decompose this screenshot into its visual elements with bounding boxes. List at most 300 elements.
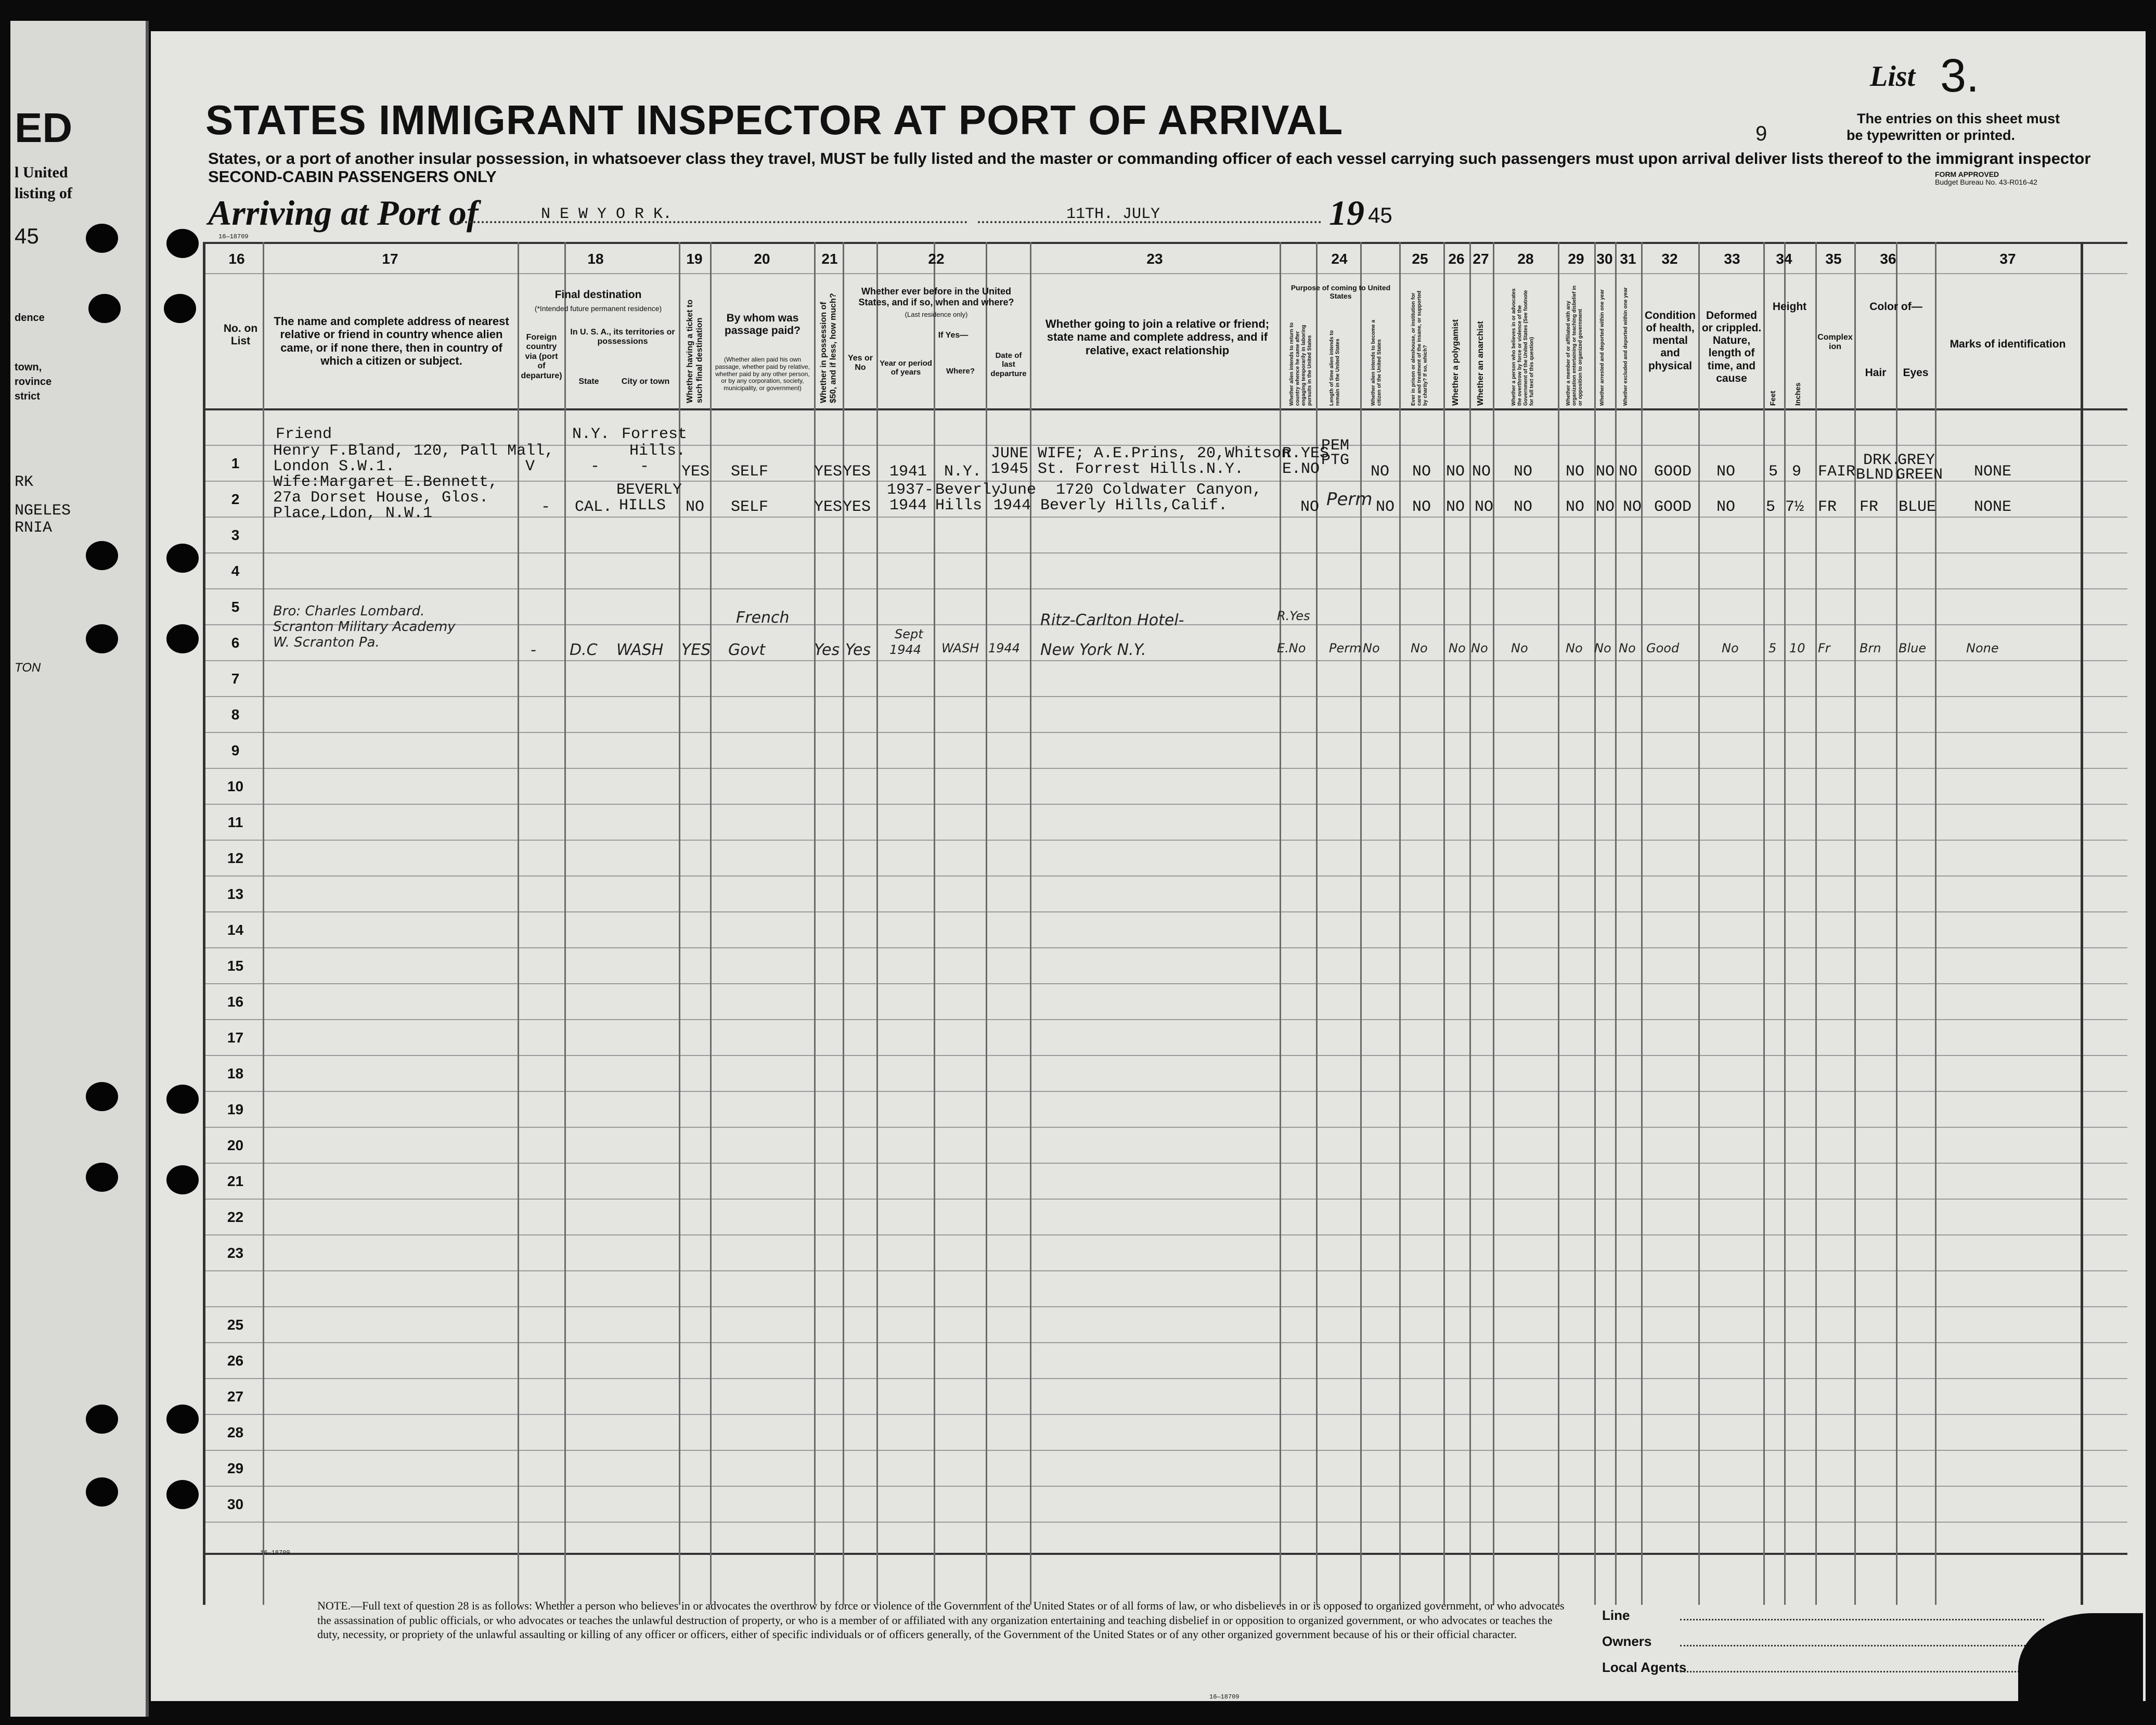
strip-entry-1: RK bbox=[15, 473, 34, 491]
budget-bureau: Budget Bureau No. 43-R016-42 bbox=[1935, 178, 2037, 186]
r6-deformed: No bbox=[1722, 641, 1739, 655]
strip-entry-2: NGELES bbox=[15, 502, 71, 520]
header-polygamist: Whether a polygamist bbox=[1451, 319, 1460, 406]
col-divider bbox=[710, 242, 712, 1605]
punch-hole bbox=[86, 1477, 118, 1507]
row-number: 8 bbox=[231, 706, 240, 723]
header-purpose: Purpose of coming to United States bbox=[1290, 284, 1391, 301]
r2-state: CAL. bbox=[575, 498, 613, 516]
r2-relative-line-1: Wife:Margaret E.Bennett, bbox=[273, 473, 498, 491]
col-divider bbox=[1443, 242, 1445, 1605]
r1-health: GOOD bbox=[1654, 463, 1692, 481]
r2-date-line-1: June bbox=[999, 481, 1037, 499]
r1-feet: 5 bbox=[1768, 463, 1778, 481]
r2-purpose: NO bbox=[1300, 498, 1320, 516]
r6-citizen: No bbox=[1363, 641, 1380, 655]
header-bottom-border bbox=[203, 408, 2127, 410]
col-divider bbox=[1615, 242, 1617, 1605]
r6-c27: No bbox=[1471, 641, 1488, 655]
previous-page-strip bbox=[10, 21, 149, 1717]
r2-hair: FR bbox=[1860, 498, 1879, 516]
r6-complexion: Fr bbox=[1818, 641, 1830, 655]
r6-joining-line-2: New York N.Y. bbox=[1040, 641, 1146, 659]
colnum-21: 21 bbox=[821, 251, 838, 267]
r2-c28: NO bbox=[1514, 498, 1533, 516]
r2-paid-by: SELF bbox=[731, 498, 769, 516]
col-divider bbox=[843, 242, 844, 1605]
colnum-28: 28 bbox=[1517, 251, 1534, 267]
row-line bbox=[203, 804, 2127, 805]
page-mark: 9 bbox=[1755, 122, 1767, 145]
table-bottom-border bbox=[203, 1553, 2127, 1555]
r6-c25: No bbox=[1411, 641, 1428, 655]
r1-city-line-1: Forrest bbox=[622, 426, 688, 443]
row-number: 11 bbox=[227, 814, 243, 830]
header-usa: In U. S. A., its territories or possessions bbox=[570, 328, 675, 346]
r6-years-line-1: Sept bbox=[895, 627, 923, 641]
header-last-departure: Date of last departure bbox=[990, 351, 1027, 378]
r1-state-dash: - bbox=[590, 458, 600, 475]
col-divider bbox=[1763, 242, 1765, 1605]
r1-years: 1941 bbox=[889, 463, 927, 481]
r1-fifty: YES bbox=[814, 463, 843, 481]
r1-c26: NO bbox=[1446, 463, 1465, 481]
local-agents-field bbox=[1680, 1671, 2044, 1672]
punch-hole bbox=[166, 544, 199, 573]
r1-c28: NO bbox=[1514, 463, 1533, 481]
header-color: Color of— bbox=[1869, 301, 1922, 313]
r1-relative-line-1: Henry F.Bland, 120, Pall Mall, bbox=[273, 442, 554, 460]
r6-purpose-line-1: R.Yes bbox=[1277, 609, 1310, 623]
header-city: City or town bbox=[621, 377, 670, 386]
r1-relative-line-2: London S.W.1. bbox=[273, 458, 395, 475]
r1-length-line-2: PTG bbox=[1321, 452, 1350, 469]
row-line bbox=[203, 768, 2127, 769]
header-final-destination-sub: (*Intended future permanent residence) bbox=[534, 304, 662, 313]
r1-c31: NO bbox=[1619, 463, 1638, 481]
r2-c31: NO bbox=[1623, 498, 1642, 516]
row-line bbox=[203, 1306, 2127, 1307]
header-yes-no: Yes or No bbox=[847, 354, 873, 372]
r2-health: GOOD bbox=[1654, 498, 1692, 516]
strip-header: ED bbox=[15, 105, 73, 151]
header-final-destination: Final destination bbox=[554, 289, 642, 301]
r6-state: D.C bbox=[570, 641, 598, 659]
punch-hole bbox=[166, 1085, 199, 1114]
row-number: 3 bbox=[231, 527, 240, 543]
colnum-22: 22 bbox=[928, 251, 945, 267]
row-line bbox=[203, 1270, 2127, 1271]
row-number: 2 bbox=[231, 491, 240, 507]
row-line bbox=[203, 1163, 2127, 1164]
strip-entry-4: TON bbox=[15, 661, 41, 675]
r2-deformed: NO bbox=[1716, 498, 1736, 516]
r2-c26: NO bbox=[1446, 498, 1465, 516]
row-line bbox=[203, 1450, 2127, 1451]
col-divider bbox=[1815, 242, 1817, 1605]
punch-hole bbox=[86, 1082, 118, 1111]
row-line bbox=[203, 1522, 2127, 1523]
col-divider bbox=[1558, 242, 1559, 1605]
r2-city-line-1: BEVERLY bbox=[616, 481, 682, 499]
r2-relative-line-3: Place,Ldon, N.W.1 bbox=[273, 505, 433, 522]
entries-note-1: The entries on this sheet must bbox=[1857, 111, 2060, 126]
r2-complexion: FR bbox=[1818, 498, 1837, 516]
form-approved: FORM APPROVED bbox=[1935, 170, 1999, 178]
punch-hole bbox=[166, 624, 199, 653]
row-number: 27 bbox=[227, 1388, 244, 1405]
r6-c30: No bbox=[1594, 641, 1611, 655]
row-line bbox=[203, 911, 2127, 912]
r2-ticket: NO bbox=[686, 498, 705, 516]
colnum-36: 36 bbox=[1880, 251, 1896, 267]
r6-hair: Brn bbox=[1860, 641, 1881, 655]
r6-years-line-2: 1944 bbox=[889, 642, 922, 657]
r2-inches: 7½ bbox=[1785, 498, 1804, 516]
r2-where-line-2: Hills bbox=[935, 497, 983, 514]
strip-entry-3: RNIA bbox=[15, 519, 53, 537]
arrival-date: 11TH. JULY bbox=[1066, 205, 1160, 223]
strip-col-line-1: town, bbox=[15, 362, 42, 373]
r2-c27: NO bbox=[1475, 498, 1494, 516]
colnum-30: 30 bbox=[1596, 251, 1613, 267]
colnum-25: 25 bbox=[1412, 251, 1428, 267]
punch-hole bbox=[86, 624, 118, 653]
r1-hair-line-1: DRK. bbox=[1863, 452, 1901, 469]
row-number: 28 bbox=[227, 1424, 244, 1440]
r1-purpose-line-2: E.NO bbox=[1282, 460, 1320, 478]
r6-paid-by-line-1: French bbox=[736, 609, 790, 627]
punch-hole bbox=[88, 294, 121, 323]
form-code-note: 16—18709 bbox=[1209, 1693, 1240, 1701]
row-line bbox=[203, 1486, 2127, 1487]
row-line bbox=[203, 517, 2127, 518]
header-year-period: Year or period of years bbox=[880, 359, 932, 377]
instructions-line-1: States, or a port of another insular possession, in whatsoever class they travel, MUST be fully listed and the master or commanding officer of each vessel carrying such passengers must upon arrival deliver lists thereof to the immigrant inspector bbox=[208, 149, 2091, 168]
row-number: 20 bbox=[227, 1137, 244, 1153]
r2-relative-line-2: 27a Dorset House, Glos. bbox=[273, 489, 489, 507]
row-number: 19 bbox=[227, 1101, 244, 1117]
r2-length: Perm bbox=[1326, 489, 1373, 510]
header-state: State bbox=[578, 377, 599, 386]
r1-c27: NO bbox=[1472, 463, 1491, 481]
r2-feet: 5 bbox=[1766, 498, 1776, 516]
row-number: 12 bbox=[227, 850, 244, 866]
col-divider bbox=[1698, 242, 1700, 1605]
line-field bbox=[1680, 1619, 2044, 1620]
header-hair: Hair bbox=[1865, 367, 1887, 379]
header-where: Where? bbox=[946, 367, 975, 376]
r1-deformed: NO bbox=[1716, 463, 1736, 481]
r2-citizen: NO bbox=[1376, 498, 1395, 516]
colnum-19: 19 bbox=[686, 251, 703, 267]
strip-line-1: l United bbox=[15, 164, 68, 181]
r6-c29: No bbox=[1566, 641, 1583, 655]
r1-city-line-2: Hills. bbox=[629, 442, 686, 460]
col-divider bbox=[934, 242, 935, 1605]
col-divider bbox=[814, 242, 816, 1605]
col-divider bbox=[1784, 242, 1786, 1605]
row-number: 10 bbox=[227, 778, 244, 794]
header-excluded: Whether excluded and deported within one year bbox=[1623, 287, 1629, 406]
col-divider bbox=[1469, 242, 1471, 1605]
header-deformed: Deformed or crippled. Nature, length of time, and cause bbox=[1701, 310, 1762, 384]
col-divider bbox=[1493, 242, 1494, 1605]
row-line bbox=[203, 732, 2127, 733]
punch-hole bbox=[86, 1163, 118, 1192]
colnum-27: 27 bbox=[1473, 251, 1489, 267]
header-member-org: Whether a member of or affiliated with any organization entertaining or teaching disbelief in or opposition to organized government bbox=[1566, 285, 1583, 406]
r2-date-line-2: 1944 bbox=[993, 497, 1031, 514]
r1-length-line-1: PEM bbox=[1321, 437, 1350, 455]
r2-before: YES bbox=[843, 498, 871, 516]
r1-citizen: NO bbox=[1371, 463, 1390, 481]
r6-before: Yes bbox=[845, 641, 871, 659]
row-number: 15 bbox=[227, 958, 244, 974]
header-foreign-country: Foreign country via (port of departure) bbox=[521, 333, 562, 380]
colnum-33: 33 bbox=[1724, 251, 1740, 267]
r1-purpose-line-1: R.YES bbox=[1282, 445, 1329, 462]
col-divider bbox=[263, 242, 264, 1605]
r2-joining-line-2: Beverly Hills,Calif. bbox=[1040, 497, 1228, 514]
r6-date: 1944 bbox=[988, 641, 1021, 655]
row-number: 17 bbox=[227, 1029, 244, 1046]
r1-where: N.Y. bbox=[944, 463, 982, 481]
port-of-arrival: N E W Y O R K. bbox=[541, 205, 673, 223]
header-passage-paid: By whom was passage paid? bbox=[725, 312, 801, 337]
row-line bbox=[203, 1234, 2127, 1235]
r2-c29: NO bbox=[1566, 498, 1585, 516]
r1-marks: NONE bbox=[1974, 463, 2012, 481]
colnum-29: 29 bbox=[1568, 251, 1584, 267]
punch-hole bbox=[164, 294, 196, 323]
col-divider bbox=[1594, 242, 1596, 1605]
strip-line-2: listing of bbox=[15, 185, 72, 202]
column-number-border bbox=[203, 273, 2127, 274]
owners-field bbox=[1680, 1645, 2044, 1646]
row-number: 13 bbox=[227, 886, 244, 902]
r6-joining-line-1: Ritz-Carlton Hotel- bbox=[1040, 611, 1184, 629]
header-nearest-relative: The name and complete address of nearest relative or friend in country whence alien came, or if none there, then in country of which a citizen or subject. bbox=[274, 315, 509, 367]
row-line bbox=[203, 1199, 2127, 1200]
colnum-37: 37 bbox=[1999, 251, 2016, 267]
row-number: 22 bbox=[227, 1209, 244, 1225]
r6-health: Good bbox=[1646, 641, 1680, 655]
r2-c25: NO bbox=[1412, 498, 1431, 516]
r2-joining-line-1: 1720 Coldwater Canyon, bbox=[1056, 481, 1262, 499]
header-if-yes: If Yes— bbox=[938, 331, 969, 340]
r2-years-line-1: 1937- bbox=[887, 481, 934, 499]
col-divider bbox=[564, 242, 566, 1605]
col-divider bbox=[1030, 242, 1031, 1605]
row-line bbox=[203, 840, 2127, 841]
r2-city-line-2: HILLS bbox=[619, 497, 666, 514]
r2-where-line-1: Beverly bbox=[935, 481, 1001, 499]
row-line bbox=[203, 1414, 2127, 1415]
line-label: Line bbox=[1602, 1607, 1630, 1623]
row-number: 26 bbox=[227, 1353, 244, 1369]
colnum-18: 18 bbox=[587, 251, 604, 267]
r1-joining-line-2: St. Forrest Hills.N.Y. bbox=[1038, 460, 1244, 478]
col-divider bbox=[1935, 242, 1936, 1605]
row-number: 5 bbox=[231, 599, 240, 615]
header-prison: Ever in prison or almshouse, or institution for care and treatment of the insane, or supported by charity? If so, which? bbox=[1411, 290, 1428, 406]
row-line bbox=[203, 1019, 2127, 1020]
header-overthrow: Whether a person who believes in or advocates the overthrow by force or violence of the Government of the United States (See footnote for full text of this question) bbox=[1511, 288, 1535, 406]
row-number: 6 bbox=[231, 635, 240, 651]
row-number: 9 bbox=[231, 742, 240, 758]
table-left-border bbox=[203, 242, 205, 1605]
year-prefix: 19 bbox=[1329, 193, 1364, 233]
form-code-bottom: 16—18709 bbox=[260, 1549, 290, 1556]
header-fifty-dollars: Whether in possession of $50, and if less, how much? bbox=[819, 293, 838, 403]
r6-relative-line-3: W. Scranton Pa. bbox=[273, 635, 380, 650]
header-passage-paid-sub: (Whether alien paid his own passage, whether paid by relative, whether paid by any other person, or by any corporation, society, municipality, or government) bbox=[715, 356, 810, 392]
row-line bbox=[203, 983, 2127, 984]
punch-hole bbox=[86, 1405, 118, 1434]
r1-ticket: YES bbox=[681, 463, 710, 481]
punch-hole bbox=[86, 224, 118, 253]
r6-foreign: - bbox=[531, 641, 536, 659]
row-number: 16 bbox=[227, 994, 244, 1010]
r1-c25: NO bbox=[1412, 463, 1431, 481]
strip-col-line-3: strict bbox=[15, 391, 40, 402]
r1-joining-line-1: WIFE; A.E.Prins, 20,Whitson bbox=[1038, 445, 1291, 462]
colnum-23: 23 bbox=[1146, 251, 1163, 267]
row-line bbox=[203, 1127, 2127, 1128]
r6-relative-line-1: Bro: Charles Lombard. bbox=[273, 603, 425, 619]
colnum-20: 20 bbox=[754, 251, 770, 267]
r2-eyes: BLUE bbox=[1899, 498, 1936, 516]
r1-state: N.Y. bbox=[572, 426, 610, 443]
row-number: 1 bbox=[231, 455, 240, 471]
r6-marks: None bbox=[1966, 641, 1999, 655]
punch-hole bbox=[166, 1405, 199, 1434]
row-line bbox=[203, 1091, 2127, 1092]
header-feet: Feet bbox=[1768, 391, 1777, 406]
r1-c30: NO bbox=[1596, 463, 1615, 481]
question-28-note: NOTE.—Full text of question 28 is as follows: Whether a person who believes in or advocates the overthrow by force or violence of the Government of the United States or of all forms of law, or who disbelieves in or is opposed to organized government, or who advocates the assassination of public officials, or who advocates or teaches the unlawful destruction of property, or who is a member of or affiliated with any organization entertaining and teaching disbelief in or opposition to organized government, or who advocates or teaches the duty, necessity, or propriety of the unlawful assaulting or killing of any officer or officers, either of specific individuals or of officers generally, of the Government of the United States or of any other organized government because of his or their official character. bbox=[317, 1599, 1565, 1641]
row-number: 23 bbox=[227, 1245, 244, 1261]
row-line bbox=[203, 588, 2127, 589]
header-complexion: Complexion bbox=[1817, 333, 1853, 352]
r6-eyes: Blue bbox=[1899, 641, 1927, 655]
header-height: Height bbox=[1772, 301, 1807, 313]
row-number: 29 bbox=[227, 1460, 244, 1476]
colnum-35: 35 bbox=[1825, 251, 1842, 267]
col-divider bbox=[1641, 242, 1643, 1605]
punch-hole bbox=[166, 229, 199, 258]
row-line bbox=[203, 1342, 2127, 1343]
col-divider bbox=[1360, 242, 1362, 1605]
r1-city-dash: - bbox=[640, 458, 650, 475]
list-number: 3. bbox=[1940, 50, 1980, 102]
r2-fifty: YES bbox=[814, 498, 843, 516]
header-joining-relative: Whether going to join a relative or friend; state name and complete address, and if relative, exact relationship bbox=[1045, 317, 1270, 357]
col-divider bbox=[876, 242, 878, 1605]
row-line bbox=[203, 1378, 2127, 1379]
owners-label: Owners bbox=[1602, 1633, 1652, 1649]
colnum-17: 17 bbox=[382, 251, 398, 267]
r6-purpose-line-2: E.No bbox=[1277, 641, 1306, 655]
header-ticket: Whether having a ticket to such final destination bbox=[686, 299, 704, 403]
r1-eyes-line-2: GREEN bbox=[1896, 466, 1943, 484]
header-arrested: Whether arrested and deported within one year bbox=[1599, 289, 1605, 406]
punch-hole bbox=[166, 1480, 199, 1509]
r6-c28: No bbox=[1511, 641, 1528, 655]
colnum-32: 32 bbox=[1661, 251, 1678, 267]
header-purpose-citizen: Whether alien intends to become a citizen of the United States bbox=[1371, 319, 1383, 406]
r6-where: WASH bbox=[941, 641, 979, 655]
instructions-line-2: SECOND-CABIN PASSENGERS ONLY bbox=[208, 168, 497, 186]
r1-inches: 9 bbox=[1792, 463, 1802, 481]
row-number: 18 bbox=[227, 1065, 244, 1082]
form-code-top: 16—18709 bbox=[218, 233, 249, 240]
colnum-16: 16 bbox=[228, 251, 245, 267]
r2-foreign: - bbox=[541, 498, 551, 516]
header-anarchist: Whether an anarchist bbox=[1476, 321, 1485, 406]
year-suffix: 45 bbox=[1368, 203, 1392, 227]
strip-year: 45 bbox=[15, 224, 39, 248]
header-purpose-length: Length of time alien intends to remain in the United States bbox=[1329, 330, 1341, 406]
r1-paid-by: SELF bbox=[731, 463, 769, 481]
header-health: Condition of health, mental and physical bbox=[1645, 310, 1696, 372]
header-before-in-us: Whether ever before in the United States, and if so, when and where? bbox=[858, 286, 1014, 307]
arriving-label: Arriving at Port of bbox=[208, 193, 479, 233]
r6-relative-line-2: Scranton Military Academy bbox=[273, 619, 456, 635]
r2-c30: NO bbox=[1596, 498, 1615, 516]
strip-col-label: dence bbox=[15, 312, 45, 324]
punch-hole bbox=[86, 541, 118, 570]
col-divider bbox=[1854, 242, 1856, 1605]
colnum-26: 26 bbox=[1448, 251, 1465, 267]
r6-paid-by-line-2: Govt bbox=[728, 641, 766, 659]
row-number: 14 bbox=[227, 922, 244, 938]
row-line bbox=[203, 696, 2127, 697]
r6-city: WASH bbox=[616, 641, 664, 659]
row-line bbox=[203, 660, 2127, 661]
r1-eyes-line-1: GREY bbox=[1897, 452, 1935, 469]
table-right-border bbox=[2081, 242, 2083, 1605]
local-agents-label: Local Agents bbox=[1602, 1659, 1687, 1675]
row-number: 7 bbox=[231, 671, 240, 687]
r1-foreign: V bbox=[525, 458, 535, 475]
colnum-34: 34 bbox=[1776, 251, 1792, 267]
r6-c31: No bbox=[1619, 641, 1636, 655]
punch-hole bbox=[166, 1165, 199, 1194]
row-number: 4 bbox=[231, 563, 240, 579]
row-number: 30 bbox=[227, 1496, 244, 1512]
port-line bbox=[453, 221, 967, 223]
row-line bbox=[203, 876, 2127, 877]
row-number: 21 bbox=[227, 1173, 244, 1189]
row-line bbox=[203, 552, 2127, 553]
r6-ticket: YES bbox=[681, 641, 711, 659]
header-eyes: Eyes bbox=[1903, 367, 1929, 379]
r2-marks: NONE bbox=[1974, 498, 2012, 516]
r6-inches: 10 bbox=[1789, 641, 1805, 655]
row-line bbox=[203, 947, 2127, 948]
col-divider bbox=[1399, 242, 1401, 1605]
r6-c26: No bbox=[1449, 641, 1466, 655]
entries-note-2: be typewritten or printed. bbox=[1847, 127, 2016, 143]
r6-fifty: Yes bbox=[814, 641, 840, 659]
list-label: List bbox=[1870, 60, 1916, 93]
r6-feet: 5 bbox=[1768, 641, 1777, 655]
r1-before: YES bbox=[843, 463, 871, 481]
r1-complexion: FAIR bbox=[1818, 463, 1856, 481]
col-divider bbox=[1896, 242, 1897, 1605]
